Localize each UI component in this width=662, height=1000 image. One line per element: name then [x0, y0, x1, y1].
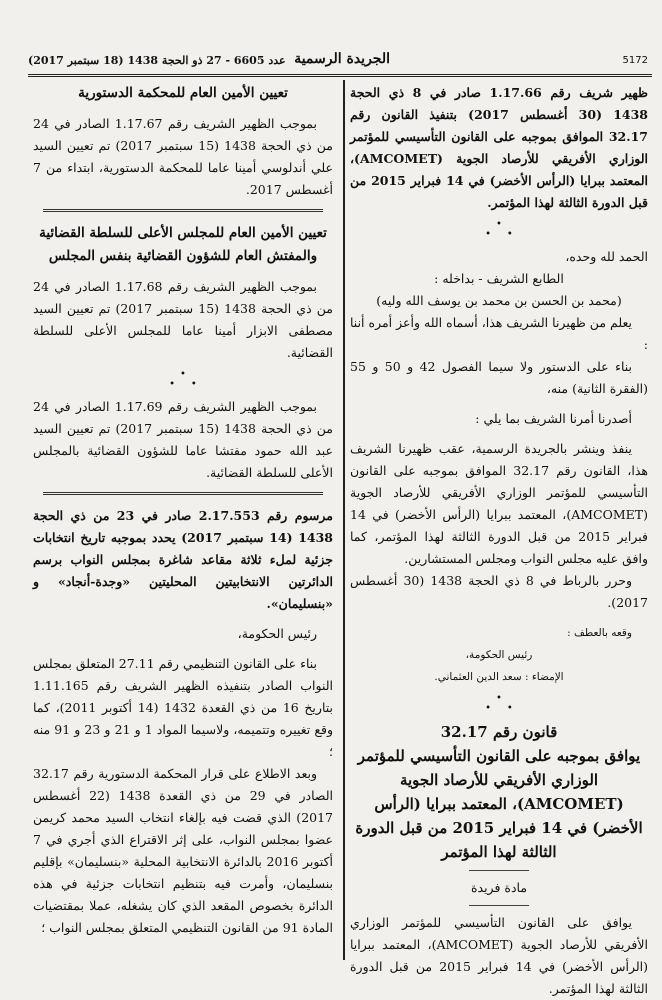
done-at: وحرر بالرباط في 8 ذي الحجة 1438 (30 أغسطس 2017). [350, 573, 648, 610]
praise-line: الحمد لله وحده، [565, 249, 648, 264]
ornament: • • • [485, 219, 513, 240]
pm-title: رئيس الحكومة، [465, 649, 533, 661]
know-line: يعلم من ظهيرنا الشريف هذا، أسماه الله وأعز أمره أننا : [350, 315, 648, 352]
execution-text: ينفذ وينشر بالجريدة الرسمية، عقب ظهيرنا الشريف هذا، القانون رقم 32.17 الموافق بموجبه على القانون التأسيسي للمؤتمر الوزاري الأفريقي للأرصاد الجوية (AMCOMET)، المعتمد ببرايا (الرأس الأخضر) في 14 فبراير 2015 من قبل الدورة الثالثة لهذا المؤتمر، كما وافق عليه مجلس النواب ومجلس المستشارين. [350, 441, 649, 566]
seal-name: (محمد بن الحسن بن محمد بن يوسف الله وليه) [376, 293, 622, 308]
section-divider-2 [43, 492, 323, 495]
ornament-2: • • • [485, 693, 513, 714]
based-on: بناء على الدستور ولا سيما الفصول 42 و 50 و 55 (الفقرة الثانية) منه، [350, 359, 648, 396]
law-title: يوافق بموجبه على القانون التأسيسي للمؤتمر الوزاري الأفريقي للأرصاد الجوية (AMCOMET)، المعتمد ببرايا (الرأس الأخضر) في 14 فبراير 2015 من قبل الدورة الثالثة لهذا المؤتمر [355, 747, 643, 861]
section1-title: تعيين الأمين العام للمحكمة الدستورية [78, 85, 288, 101]
header-divider [28, 74, 652, 77]
left-column [33, 82, 333, 939]
seal-label: الطابع الشريف - بداخله : [434, 271, 564, 286]
article-heading: مادة فريدة [470, 880, 528, 895]
section2-title: تعيين الأمين العام للمجلس الأعلى للسلطة القضائية والمفتش العام للشؤون القضائية بنفس المجلس [39, 225, 327, 264]
page-header [28, 50, 648, 72]
section-divider-1 [43, 209, 323, 212]
issue-info: عدد 6605 - 27 ذو الحجة 1438 (18 سبتمبر 2017) [28, 54, 286, 67]
decree-title: مرسوم رقم 2.17.553 صادر في 23 من ذي الحجة 1438 (14 سبتمبر 2017) يحدد بموجبه تاريخ انتخابات جزئية لملء ثلاثة مقاعد شاغرة بمجلس النواب برسم الدائرتين الانتخابيتين المحليتين «وجدة-أنجاد» و «بنسليمان». [33, 508, 333, 611]
section1-text: بموجب الظهير الشريف رقم 1.17.67 الصادر في 24 من ذي الحجة 1438 (15 سبتمبر 2017) تم تعيين السيد علي أندلوسي أمينا عاما للمحكمة الدستورية، ابتداء من 7 أغسطس 2017. [33, 116, 333, 197]
decree-pm: رئيس الحكومة، [237, 626, 317, 641]
law-number: قانون رقم 32.17 [440, 723, 558, 741]
page-number: 5172 [622, 55, 648, 66]
gazette-title: الجريدة الرسمية [294, 51, 390, 67]
short-divider-2 [469, 905, 529, 906]
section2-text-1: بموجب الظهير الشريف رقم 1.17.68 الصادر في 24 من ذي الحجة 1438 (15 سبتمبر 2017) تم تعيين السيد مصطفى الابزار أمينا عاما للمجلس الأعلى للسلطة القضائية. [33, 279, 333, 360]
dahir-title: ظهير شريف رقم 1.17.66 صادر في 8 ذي الحجة 1438 (30 أغسطس 2017) بتنفيذ القانون رقم 32.17 الموافق بموجبه على القانون التأسيسي للمؤتمر الوزاري الأفريقي للأرصاد الجوية (AMCOMET)، المعتمد ببرايا (الرأس الأخضر) في 14 فبراير 2015 من قبل الدورة الثالثة لهذا المؤتمر. [350, 85, 648, 210]
right-column [350, 82, 648, 1000]
countersign-label: وقعه بالعطف : [567, 627, 632, 639]
article-text: يوافق على القانون التأسيسي للمؤتمر الوزاري الأفريقي للأرصاد الجوية (AMCOMET)، المعتمد ببرايا (الرأس الأخضر) في 14 فبراير 2015 من قبل الدورة الثالثة لهذا المؤتمر. [350, 915, 649, 996]
decree-para-2: وبعد الاطلاع على قرار المحكمة الدستورية رقم 32.17 الصادر في 29 من ذي القعدة 1438 (22 أغسطس 2017) الذي قضت فيه بإلغاء انتخاب السيد محمد كريمن عضوا بمجلس النواب، على إثر الاقتراع الذي أجري في 7 أكتوبر 2016 بالدائرة الانتخابية المحلية «بنسليمان» بإقليم بنسليمان، وأمرت فيه بتنظيم انتخابات جزئية في هذه الدائرة بخصوص المقعد الذي كان يشغله، عملا بمقتضيات المادة 91 من القانون التنظيمي المتعلق بمجلس النواب ؛ [33, 766, 334, 935]
short-divider [469, 870, 529, 871]
signature: الإمضاء : سعد الدين العثماني. [434, 671, 564, 683]
decree-para-1: بناء على القانون التنظيمي رقم 27.11 المتعلق بمجلس النواب الصادر بتنفيذه الظهير الشريف رقم 1.11.165 بتاريخ 16 من ذي القعدة 1432 (14 أكتوبر 2011)، كما وقع تغييره وتتميمه، ولاسيما المواد 1 و 21 و 23 و 91 منه ؛ [33, 656, 334, 759]
ornament-3: • • • [169, 369, 197, 390]
column-divider [343, 80, 345, 960]
section2-text-2: بموجب الظهير الشريف رقم 1.17.69 الصادر في 24 من ذي الحجة 1438 (15 سبتمبر 2017) تم تعيين السيد عبد الله حمود مفتشا عاما للشؤون القضائية بالمجلس الأعلى للسلطة القضائية. [33, 399, 333, 480]
decided-line: أصدرنا أمرنا الشريف بما يلي : [475, 411, 632, 426]
